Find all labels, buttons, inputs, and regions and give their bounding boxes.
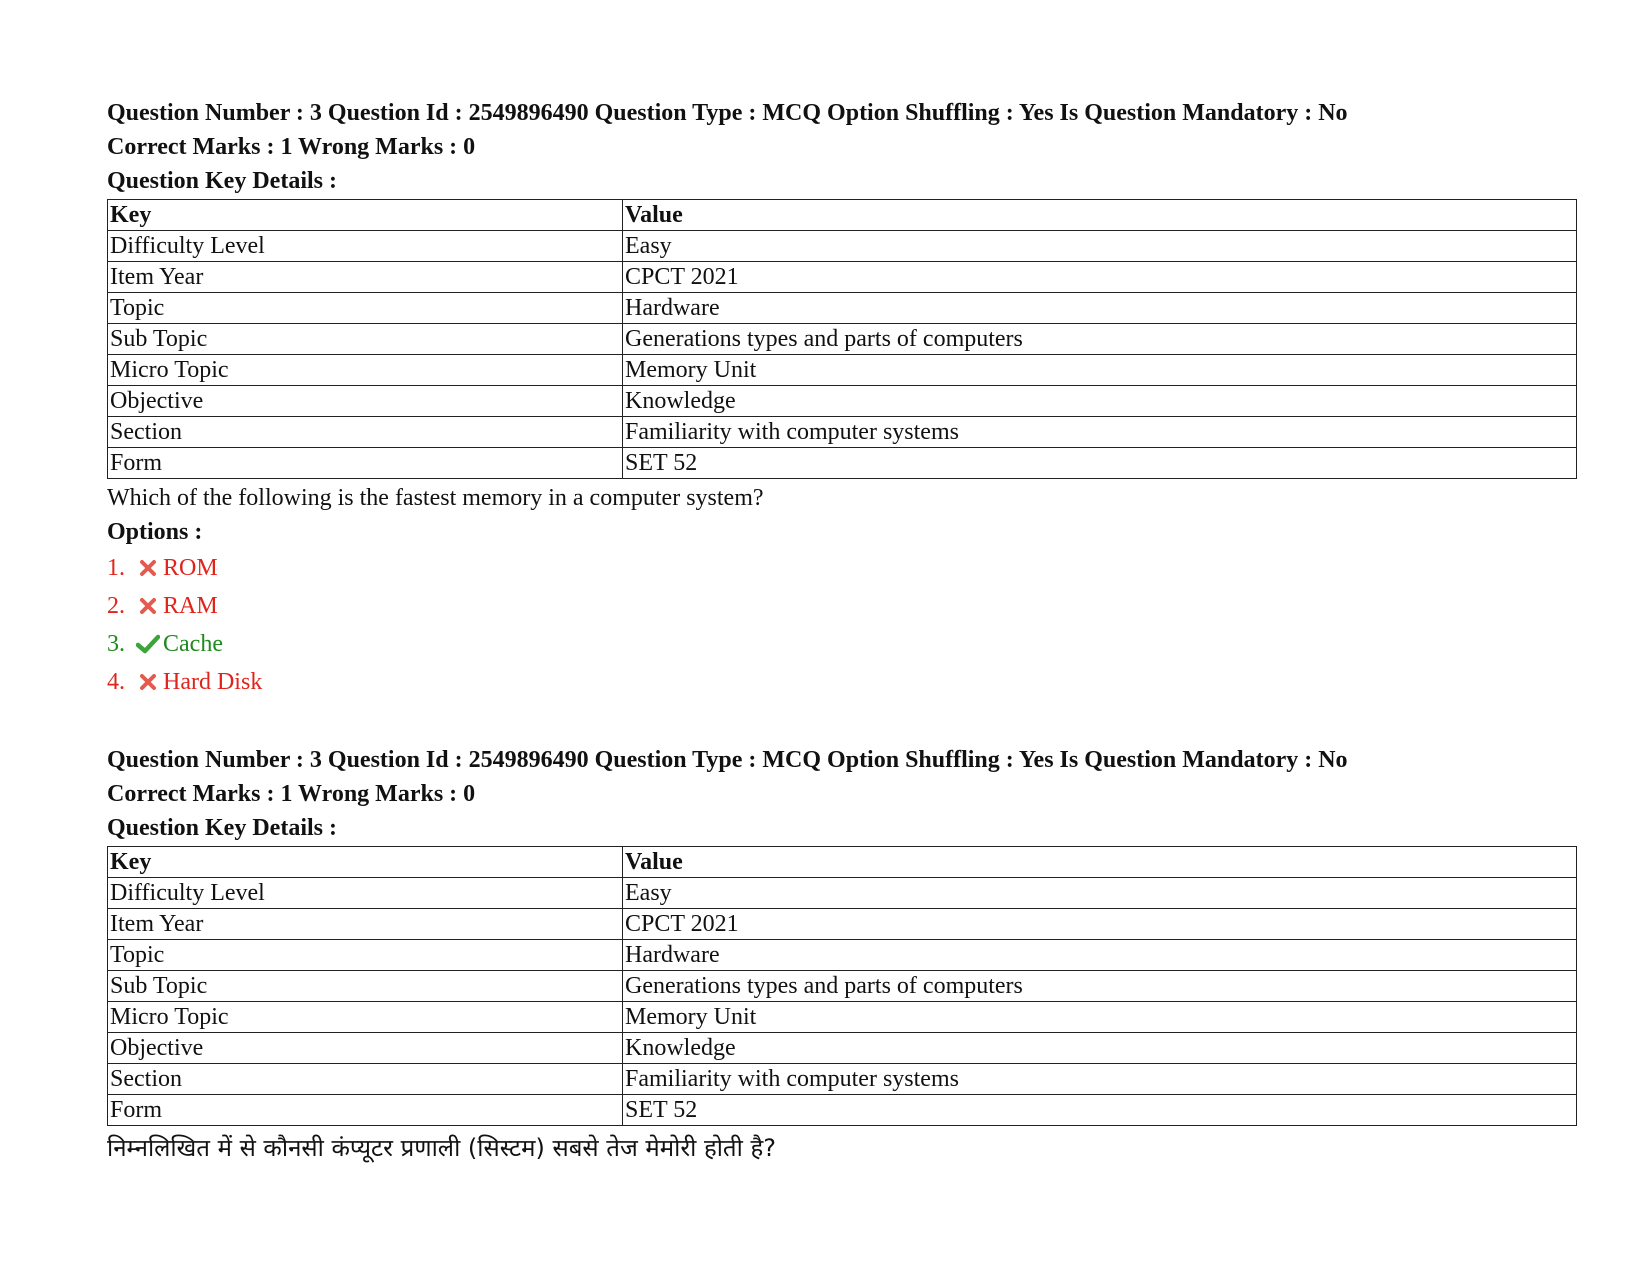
row-value: Generations types and parts of computers [623, 324, 1577, 355]
table-header-key: Key [108, 847, 623, 878]
table-header-row [108, 847, 1577, 878]
question-block-2 [107, 743, 1577, 1168]
row-value: Easy [623, 231, 1577, 262]
row-key: Form [108, 448, 623, 479]
question-text-hindi: निम्नलिखित में से कौनसी कंप्यूटर प्रणाली (सिस्टम) सबसे तेज मेमोरी होती है? [107, 1134, 776, 1162]
row-key: Difficulty Level [108, 878, 623, 909]
table-row [108, 324, 1577, 355]
table-row [108, 293, 1577, 324]
table-row [108, 940, 1577, 971]
key-details-table [107, 846, 1577, 1126]
option-number: 4. [107, 669, 125, 695]
table-header-value: Value [623, 200, 1577, 231]
row-key: Topic [108, 940, 623, 971]
row-key: Micro Topic [108, 355, 623, 386]
table-row [108, 971, 1577, 1002]
table-row [108, 262, 1577, 293]
row-key: Sub Topic [108, 324, 623, 355]
options-label: Options : [107, 519, 203, 545]
row-key: Sub Topic [108, 971, 623, 1002]
table-header-value: Value [623, 847, 1577, 878]
row-key: Item Year [108, 262, 623, 293]
table-header-key: Key [108, 200, 623, 231]
row-value: Easy [623, 878, 1577, 909]
option-number: 3. [107, 631, 125, 657]
row-value: CPCT 2021 [623, 909, 1577, 940]
row-key: Section [108, 1064, 623, 1095]
option-text: Hard Disk [163, 669, 263, 695]
row-value: Hardware [623, 293, 1577, 324]
row-value: Knowledge [623, 386, 1577, 417]
table-row [108, 909, 1577, 940]
row-value: Memory Unit [623, 1002, 1577, 1033]
marks-line: Correct Marks : 1 Wrong Marks : 0 [107, 781, 476, 807]
row-value: Familiarity with computer systems [623, 417, 1577, 448]
row-key: Section [108, 417, 623, 448]
row-value: Familiarity with computer systems [623, 1064, 1577, 1095]
table-row [108, 417, 1577, 448]
option-text: RAM [163, 593, 218, 619]
row-value: SET 52 [623, 1095, 1577, 1126]
option-1 [107, 549, 1577, 587]
cross-icon [133, 673, 163, 691]
table-header-row [108, 200, 1577, 231]
option-2 [107, 587, 1577, 625]
key-details-label: Question Key Details : [107, 168, 337, 194]
question-header: Question Number : 3 Question Id : 2549896490 Question Type : MCQ Option Shuffling : Yes Is Question Mandatory : No [107, 747, 1348, 773]
cross-icon [133, 597, 163, 615]
row-value: CPCT 2021 [623, 262, 1577, 293]
marks-line: Correct Marks : 1 Wrong Marks : 0 [107, 134, 476, 160]
option-text: ROM [163, 555, 218, 581]
key-details-table [107, 199, 1577, 479]
key-details-label: Question Key Details : [107, 815, 337, 841]
row-value: Knowledge [623, 1033, 1577, 1064]
table-row [108, 386, 1577, 417]
table-row [108, 1064, 1577, 1095]
table-row [108, 355, 1577, 386]
row-value: SET 52 [623, 448, 1577, 479]
row-key: Form [108, 1095, 623, 1126]
table-row [108, 1095, 1577, 1126]
table-row [108, 231, 1577, 262]
option-text: Cache [163, 631, 223, 657]
table-row [108, 448, 1577, 479]
table-row [108, 1033, 1577, 1064]
check-icon [133, 634, 163, 654]
question-text: Which of the following is the fastest memory in a computer system? [107, 485, 764, 511]
document-page [107, 96, 1577, 1168]
row-key: Objective [108, 1033, 623, 1064]
option-number: 1. [107, 555, 125, 581]
row-key: Objective [108, 386, 623, 417]
row-value: Memory Unit [623, 355, 1577, 386]
table-row [108, 878, 1577, 909]
row-key: Difficulty Level [108, 231, 623, 262]
row-value: Hardware [623, 940, 1577, 971]
table-row [108, 1002, 1577, 1033]
option-3 [107, 625, 1577, 663]
option-number: 2. [107, 593, 125, 619]
row-key: Item Year [108, 909, 623, 940]
row-value: Generations types and parts of computers [623, 971, 1577, 1002]
cross-icon [133, 559, 163, 577]
option-4 [107, 663, 1577, 701]
row-key: Topic [108, 293, 623, 324]
question-header: Question Number : 3 Question Id : 2549896490 Question Type : MCQ Option Shuffling : Yes Is Question Mandatory : No [107, 100, 1348, 126]
row-key: Micro Topic [108, 1002, 623, 1033]
question-block-1 [107, 96, 1577, 701]
